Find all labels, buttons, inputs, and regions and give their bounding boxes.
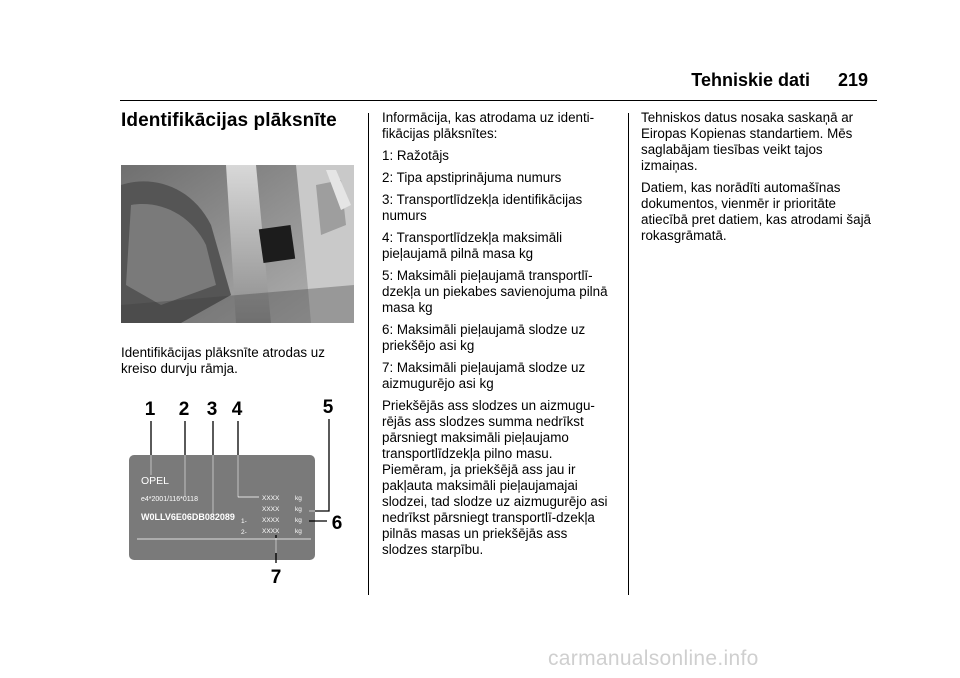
plate-row-prefix: 2- [241,529,247,536]
callout-4: 4 [231,399,243,420]
paragraph-axle-note: Priekšējās ass slodzes un aizmugu-rējās ass slodzes summa nedrīkst pārsniegt maksimāli pieļaujamo transportlīdzekļa pilno masu. Piemēram, ja priekšējā ass jau ir pakļauta maksimāli pieļaujamajai slodzei, tad slodze uz aizmugurējo asi nedrīkst pārsniegt transportlī-dzekļa pilnās masas un priekšējās ass slodzes starpību. [382,398,608,557]
callout-2: 2 [178,399,190,420]
list-item: 3: Transportlīdzekļa identifikācijas numurs [382,192,583,223]
paragraph-intro: Informācija, kas atrodama uz identi-fikācijas plāksnītes: [382,110,595,141]
list-item: 2: Tipa apstiprinājuma numurs [382,170,562,185]
list-item: 4: Transportlīdzekļa maksimāli pieļaujamā pilnā masa kg [382,230,563,261]
page-number: 219 [838,70,869,90]
plate-row-unit: kg [295,506,302,513]
plate-row-value: XXXX [262,517,280,524]
figure-caption: Identifikācijas plāksnīte atrodas uz kreiso durvju rāmja. [121,345,325,376]
callout-1: 1 [144,399,156,420]
plate-row-value: XXXX [262,528,280,535]
plate-row-prefix: 1- [241,518,247,525]
identification-plate-diagram [121,393,351,593]
column-divider-1 [368,113,369,595]
callout-3: 3 [206,399,218,420]
notes-column [641,110,881,250]
door-frame-photo [121,165,354,323]
paragraph-priority: Datiem, kas norādīti automašīnas dokumentos, vienmēr ir prioritāte atiecībā pret datiem, kas atrodami šajā rokasgrāmatā. [641,180,871,243]
plate-row-unit: kg [295,495,302,502]
section-title: Identifikācijas plāksnīte [121,110,337,131]
header-divider [120,100,877,101]
callout-7: 7 [270,567,282,588]
page-header-title: Tehniskie dati [691,70,810,90]
plate-row-unit: kg [295,528,302,535]
list-item: 5: Maksimāli pieļaujamā transportlī-dzekļa un piekabes savienojuma pilnā masa kg [382,268,608,315]
list-item: 1: Ražotājs [382,148,449,163]
list-item: 6: Maksimāli pieļaujamā slodze uz priekšējo asi kg [382,322,586,353]
info-column [382,110,614,564]
paragraph-standards: Tehniskos datus nosaka saskaņā ar Eiropas Kopienas standartiem. Mēs saglabājam tiesības veikt tajos izmaiņas. [641,110,854,173]
plate-row-unit: kg [295,517,302,524]
plate-approval-number: e4*2001/116*0118 [141,496,198,503]
column-divider-2 [628,113,629,595]
callout-5: 5 [322,397,334,418]
plate-row-value: XXXX [262,506,280,513]
plate-brand: OPEL [141,475,170,487]
site-watermark: carmanualsonline.info [548,647,759,670]
plate-vin: W0LLV6E06DB082089 [141,512,235,522]
callout-6: 6 [331,513,343,534]
plate-background [129,455,315,560]
list-item: 7: Maksimāli pieļaujamā slodze uz aizmugurējo asi kg [382,360,586,391]
plate-row-value: XXXX [262,495,280,502]
